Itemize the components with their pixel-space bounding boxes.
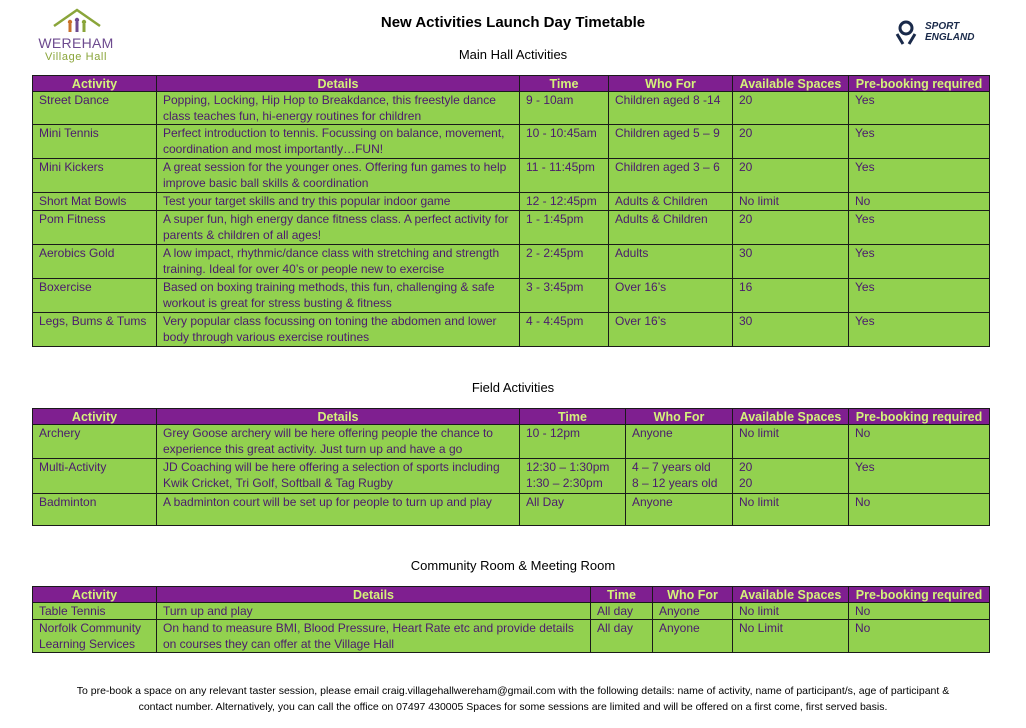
column-header-who-for: Who For	[653, 587, 733, 603]
details-cell: Test your target skills and try this popular indoor game	[157, 193, 520, 211]
activity-cell: Boxercise	[33, 279, 157, 313]
activity-cell: Legs, Bums & Tums	[33, 313, 157, 347]
who-for-cell: Children aged 3 – 6	[609, 159, 733, 193]
prebooking-cell: Yes	[849, 459, 990, 494]
column-header-details: Details	[157, 409, 520, 425]
time-cell: 10 - 12pm	[520, 425, 626, 459]
time-cell: 10 - 10:45am	[520, 125, 609, 159]
details-cell: Based on boxing training methods, this fun, challenging & safe workout is great for stress busting & fitness	[157, 279, 520, 313]
column-header-activity: Activity	[33, 409, 157, 425]
who-for-cell: Anyone	[653, 620, 733, 653]
spaces-cell: 30	[733, 313, 849, 347]
details-cell: Very popular class focussing on toning the abdomen and lower body through various exercise routines	[157, 313, 520, 347]
logo-line2: Village Hall	[44, 51, 108, 63]
details-cell: Grey Goose archery will be here offering people the chance to experience this great activity. Just turn up and have a go	[157, 425, 520, 459]
activity-cell: Mini Kickers	[33, 159, 157, 193]
who-for-cell: Anyone	[626, 425, 733, 459]
activity-cell: Short Mat Bowls	[33, 193, 157, 211]
main-hall-title: Main Hall Activities	[458, 47, 568, 62]
spaces-cell: 20	[733, 125, 849, 159]
table-row	[33, 279, 990, 313]
prebooking-cell: Yes	[849, 125, 990, 159]
time-cell: 3 - 3:45pm	[520, 279, 609, 313]
time-cell: 4 - 4:45pm	[520, 313, 609, 347]
prebooking-cell: Yes	[849, 159, 990, 193]
sport-line1: SPORT	[925, 21, 960, 32]
activity-cell: Mini Tennis	[33, 125, 157, 159]
column-header-time: Time	[520, 409, 626, 425]
time-cell: All day	[591, 603, 653, 620]
column-header-who-for: Who For	[626, 409, 733, 425]
activity-cell: Archery	[33, 425, 157, 459]
time-cell-line: 12:30 – 1:30pm	[526, 460, 610, 474]
activity-cell: Badminton	[33, 494, 157, 526]
prebooking-cell: No	[849, 620, 990, 653]
column-header-spaces: Available Spaces	[733, 76, 849, 92]
spaces-cell: 30	[733, 245, 849, 279]
logo-line1: WEREHAM	[38, 35, 114, 51]
details-cell: A low impact, rhythmic/dance class with stretching and strength training. Ideal for over 40’s or people new to exercise	[157, 245, 520, 279]
activity-cell: Multi-Activity	[33, 459, 157, 494]
table-row	[33, 125, 990, 159]
time-cell: 9 - 10am	[520, 92, 609, 125]
spaces-cell: 16	[733, 279, 849, 313]
details-cell: A super fun, high energy dance fitness class. A perfect activity for parents & children of all ages!	[157, 211, 520, 245]
table-row	[33, 211, 990, 245]
column-header-details: Details	[157, 76, 520, 92]
details-cell: A great session for the younger ones. Offering fun games to help improve basic ball skills & coordination	[157, 159, 520, 193]
main-hall-table	[32, 75, 990, 347]
activity-cell: Table Tennis	[33, 603, 157, 620]
table-row	[33, 193, 990, 211]
field-title: Field Activities	[471, 380, 555, 395]
spaces-cell: 20	[733, 92, 849, 125]
time-cell: All Day	[520, 494, 626, 526]
spaces-cell-line: 20	[739, 460, 753, 474]
table-row	[33, 459, 990, 494]
table-row	[33, 620, 990, 653]
activity-cell: Aerobics Gold	[33, 245, 157, 279]
sport-england-icon	[893, 20, 919, 46]
activity-cell: Pom Fitness	[33, 211, 157, 245]
footer-line1: To pre-book a space on any relevant taster session, please email craig.villagehallwereham@gmail.com with the following details: name of activity, name of participant/s, age of participant &	[76, 685, 950, 697]
document-title: New Activities Launch Day Timetable	[380, 14, 646, 31]
who-for-cell: Children aged 8 -14	[609, 92, 733, 125]
spaces-cell: No limit	[733, 494, 849, 526]
time-cell: 2 - 2:45pm	[520, 245, 609, 279]
time-cell-line: 1:30 – 2:30pm	[526, 476, 603, 490]
details-cell: Perfect introduction to tennis. Focussing on balance, movement, coordination and most importantly…FUN!	[157, 125, 520, 159]
who-for-cell-line: 8 – 12 years old	[632, 476, 718, 490]
spaces-cell: No limit	[733, 603, 849, 620]
sport-england-text	[925, 21, 974, 43]
prebooking-cell: Yes	[849, 313, 990, 347]
table-row	[33, 92, 990, 125]
prebooking-cell: Yes	[849, 211, 990, 245]
time-cell: All day	[591, 620, 653, 653]
prebooking-cell: No	[849, 494, 990, 526]
activity-cell: Street Dance	[33, 92, 157, 125]
column-header-activity: Activity	[33, 76, 157, 92]
prebooking-cell: No	[849, 425, 990, 459]
details-cell: Popping, Locking, Hip Hop to Breakdance, this freestyle dance class teaches fun, hi-energy routines for children	[157, 92, 520, 125]
time-cell: 12 - 12:45pm	[520, 193, 609, 211]
activity-cell: Norfolk Community Learning Services	[33, 620, 157, 653]
field-table	[32, 408, 990, 526]
details-cell: Turn up and play	[157, 603, 591, 620]
spaces-cell: 20	[733, 211, 849, 245]
table-header-row	[33, 587, 990, 603]
who-for-cell: Adults & Children	[609, 193, 733, 211]
table-row	[33, 313, 990, 347]
time-cell	[520, 459, 626, 494]
spaces-cell	[733, 459, 849, 494]
time-cell: 1 - 1:45pm	[520, 211, 609, 245]
table-row	[33, 425, 990, 459]
prebooking-cell: Yes	[849, 279, 990, 313]
prebooking-cell: Yes	[849, 92, 990, 125]
who-for-cell: Anyone	[653, 603, 733, 620]
column-header-time: Time	[520, 76, 609, 92]
spaces-cell: No limit	[733, 193, 849, 211]
column-header-prebooking: Pre-booking required	[849, 409, 990, 425]
prebooking-cell: No	[849, 603, 990, 620]
who-for-cell: Over 16’s	[609, 313, 733, 347]
column-header-prebooking: Pre-booking required	[849, 76, 990, 92]
column-header-prebooking: Pre-booking required	[849, 587, 990, 603]
column-header-spaces: Available Spaces	[733, 409, 849, 425]
spaces-cell-line: 20	[739, 476, 753, 490]
column-header-spaces: Available Spaces	[733, 587, 849, 603]
who-for-cell: Adults & Children	[609, 211, 733, 245]
prebooking-cell: Yes	[849, 245, 990, 279]
column-header-who-for: Who For	[609, 76, 733, 92]
column-header-activity: Activity	[33, 587, 157, 603]
sport-england-logo	[893, 18, 993, 50]
who-for-cell: Over 16’s	[609, 279, 733, 313]
table-header-row	[33, 76, 990, 92]
community-title: Community Room & Meeting Room	[410, 558, 616, 573]
table-row	[33, 159, 990, 193]
spaces-cell: No limit	[733, 425, 849, 459]
column-header-time: Time	[591, 587, 653, 603]
who-for-cell: Children aged 5 – 9	[609, 125, 733, 159]
sport-line2: ENGLAND	[925, 32, 975, 43]
who-for-cell	[626, 459, 733, 494]
details-cell: A badminton court will be set up for people to turn up and play	[157, 494, 520, 526]
prebooking-cell: No	[849, 193, 990, 211]
table-row	[33, 603, 990, 620]
details-cell: JD Coaching will be here offering a selection of sports including Kwik Cricket, Tri Golf, Softball & Tag Rugby	[157, 459, 520, 494]
spaces-cell: No Limit	[733, 620, 849, 653]
details-cell: On hand to measure BMI, Blood Pressure, Heart Rate etc and provide details on courses they can offer at the Village Hall	[157, 620, 591, 653]
spaces-cell: 20	[733, 159, 849, 193]
time-cell: 11 - 11:45pm	[520, 159, 609, 193]
community-table	[32, 586, 990, 653]
booking-footer	[0, 683, 1026, 715]
table-header-row	[33, 409, 990, 425]
footer-line2: contact number. Alternatively, you can call the office on 07497 430005 Spaces for some sessions are limited and will be offered on a first come, first served basis.	[138, 701, 888, 713]
who-for-cell: Anyone	[626, 494, 733, 526]
table-row	[33, 494, 990, 526]
who-for-cell-line: 4 – 7 years old	[632, 460, 711, 474]
column-header-details: Details	[157, 587, 591, 603]
who-for-cell: Adults	[609, 245, 733, 279]
table-row	[33, 245, 990, 279]
